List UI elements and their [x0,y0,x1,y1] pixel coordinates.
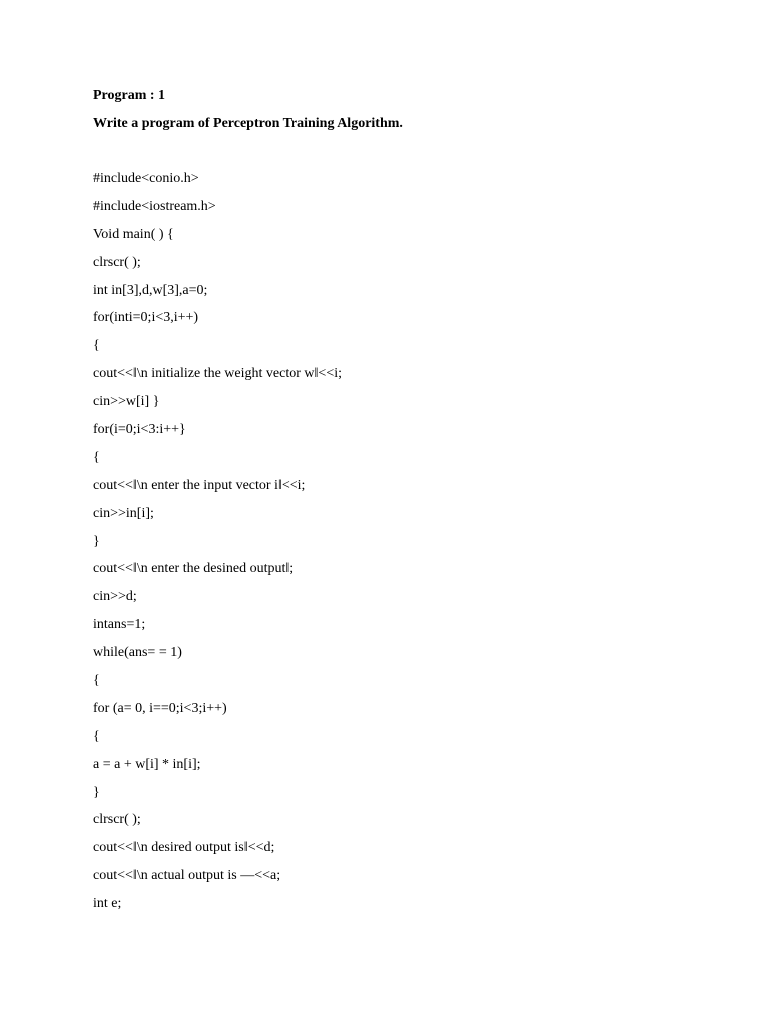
code-line: #include<conio.h> [93,171,199,186]
code-line: for(i=0;i<3:i++} [93,422,186,438]
code-line: for(inti=0;i<3,i++) [93,310,199,326]
code-line: int e; [93,896,122,912]
code-line: { [93,728,100,744]
code-line: { [93,673,100,689]
code-line: cout<<‖\n enter the input vector i‖<<i; [93,477,306,493]
code-line: { [93,449,100,465]
code-line: cout<<‖\n enter the desined output‖; [93,561,294,577]
code-line: for (a= 0, i==0;i<3;i++) [93,700,227,716]
code-line: while(ans= = 1) [93,645,182,661]
code-line: #include<iostream.h> [93,198,216,214]
code-line: } [93,784,100,800]
code-line: { [93,338,100,354]
code-line: cin>>d; [93,589,137,605]
code-line: cout<<‖\n actual output is —<<a; [93,868,281,884]
code-line: cin>>w[i] } [93,394,160,410]
code-line: intans=1; [93,617,146,633]
code-line: Void main( ) { [93,226,174,242]
code-line: cout<<‖\n desired output is‖<<d; [93,840,275,856]
code-line: cout<<‖\n initialize the weight vector w‖<<i; [93,366,342,382]
code-line: a = a + w[i] * in[i]; [93,756,201,772]
code-listing [93,170,342,923]
code-line: clrscr( ); [93,254,141,270]
program-title: Program : 1 [93,88,166,103]
code-line: clrscr( ); [93,812,141,828]
program-description: Write a program of Perceptron Training Algorithm. [93,116,403,131]
code-line: } [93,533,100,549]
code-line: int in[3],d,w[3],a=0; [93,282,208,298]
code-line: cin>>in[i]; [93,505,154,521]
